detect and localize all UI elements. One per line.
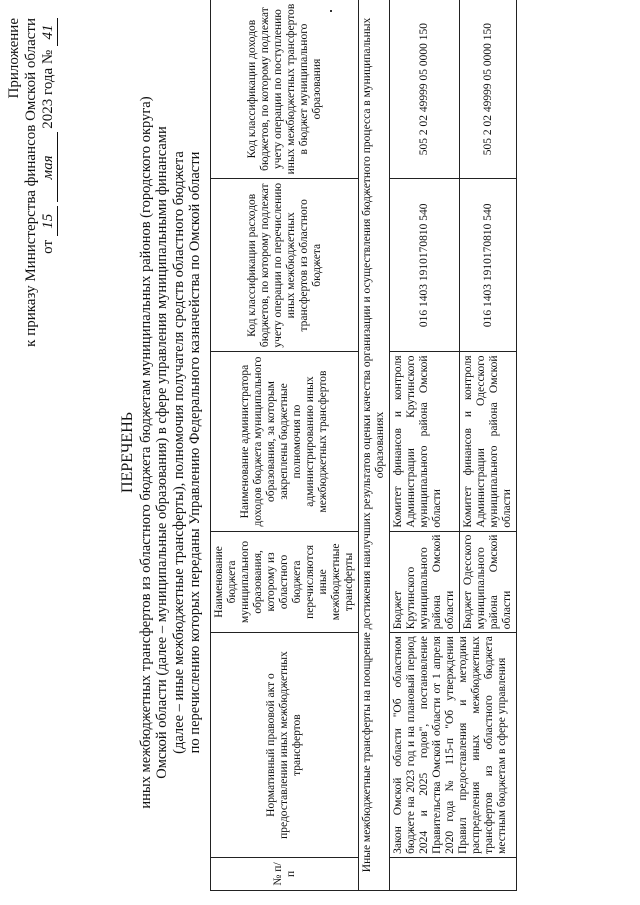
header-expense-code: Код классификации расходов бюджетов, по которому подлежат учету операции по перечислению иных межбюджетных трансфертов из областного бюджета: [211, 179, 359, 352]
appendix-block: [6, 18, 58, 347]
header-act: Нормативный правовой акт о предоставлении иных межбюджетных трансфертов: [211, 633, 359, 858]
expense-code-cell: 016 1403 1910170810 540: [390, 179, 460, 352]
admin-cell: Комитет финансов и контроля Администрации Крутинского муниципального района Омской области: [390, 352, 460, 531]
header-budget: Наименование бюджета муниципального образования, которому из областного бюджета перечисляются иные межбюджетные трансферты: [211, 531, 359, 633]
document-title: [120, 60, 204, 845]
transfers-table: [210, 0, 517, 891]
date-month: мая: [40, 132, 58, 202]
title-heading: ПЕРЕЧЕНЬ: [119, 412, 136, 493]
title-line: Омской области (далее – муниципальные образования) в сфере управления муниципальными финансами: [154, 126, 170, 779]
section-row: [359, 0, 390, 891]
income-code-cell: 505 2 02 49999 05 0000 150: [460, 0, 517, 179]
date-year: 2023 года №: [40, 49, 56, 129]
order-number: 41: [40, 18, 58, 46]
header-admin: Наименование администратора доходов бюджета муниципального образования, за которым закреплены бюджетные полномочия по администрированию иных межбюджетных трансфертов: [211, 352, 359, 531]
title-line: по перечислению которых переданы Управлению Федерального казначейства по Омской области: [187, 151, 203, 754]
header-num: № п/п: [211, 857, 359, 890]
admin-cell: Комитет финансов и контроля Администрации Одесского муниципального района Омской области: [460, 352, 517, 531]
budget-cell: Бюджет Крутинского муниципального района Омской области: [390, 531, 460, 633]
appendix-title: Приложение: [6, 18, 22, 99]
expense-code-cell: 016 1403 1910170810 540: [460, 179, 517, 352]
budget-cell: Бюджет Одесского муниципального района Омской области: [460, 531, 517, 633]
section-title: Иные межбюджетные трансферты на поощрение достижения наилучших результатов оценки качества организации и осуществления бюджетного процесса в муниципальных образованиях: [359, 0, 390, 891]
scan-speck: [330, 10, 332, 12]
date-prefix: от: [40, 239, 56, 254]
legal-act-cell: Закон Омской области "Об областном бюджете на 2023 год и на плановый период 2024 и 2025 годов", постановление Правительства Омской области от 1 апреля 2020 года № 115-п "Об утверждении Правил предоставления и методики распределения иных межбюджетных трансфертов из областного бюджета местным бюджетам в сфере управления: [390, 633, 517, 858]
income-code-cell: 505 2 02 49999 05 0000 150: [390, 0, 460, 179]
table-row: [390, 0, 460, 891]
header-income-code: Код классификации доходов бюджетов, по которому подлежат учету операции по поступлению иных межбюджетных трансфертов в бюджет муниципального образования: [211, 0, 359, 179]
title-line: (далее – иные межбюджетные трансферты), полномочия получателя средств областного бюджета: [170, 151, 187, 754]
appendix-order-ref: к приказу Министерства финансов Омской области: [23, 18, 39, 347]
appendix-date-line: [40, 18, 58, 347]
table-header-row: [211, 0, 359, 891]
date-day: 15: [40, 206, 58, 236]
title-line: иных межбюджетных трансфертов из областного бюджета бюджетам муниципальных районов (городского округа): [137, 96, 154, 809]
row-num: [390, 857, 517, 890]
